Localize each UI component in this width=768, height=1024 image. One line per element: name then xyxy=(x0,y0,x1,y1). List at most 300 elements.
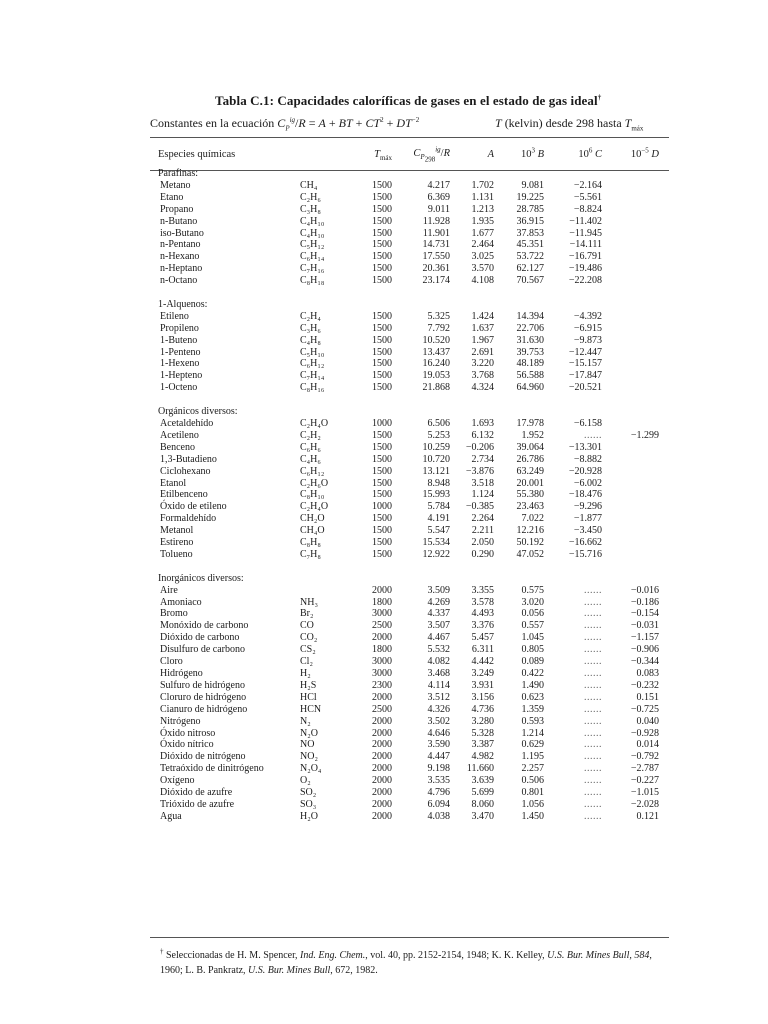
cp298: 14.731 xyxy=(422,239,450,251)
tmax: 1500 xyxy=(372,465,392,477)
coef-d xyxy=(602,239,669,251)
tmax: 1500 xyxy=(372,453,392,465)
coef-a: 1.131 xyxy=(471,191,494,203)
coef-d: 0.083 xyxy=(636,668,659,680)
table-row xyxy=(150,668,669,680)
cp298: 4.447 xyxy=(427,751,450,763)
tmax: 2500 xyxy=(372,703,392,715)
col-header-species: Especies químicas xyxy=(158,148,236,160)
coef-c: ...... xyxy=(584,656,602,668)
tmax: 2000 xyxy=(372,584,392,596)
coef-b: 48.189 xyxy=(516,358,544,370)
tmax: 1500 xyxy=(372,203,392,215)
species-name: Dióxido de nitrógeno xyxy=(160,751,246,763)
coef-d: −0.031 xyxy=(630,620,659,632)
table-row xyxy=(150,597,669,609)
coef-b: 1.195 xyxy=(521,751,544,763)
coef-a: 2.211 xyxy=(471,525,494,537)
cp298: 4.082 xyxy=(427,656,450,668)
coef-a: −0.385 xyxy=(465,501,494,513)
cp298: 10.720 xyxy=(422,453,450,465)
coef-c: −11.945 xyxy=(569,227,602,239)
species-name: Propano xyxy=(160,203,194,215)
tmax: 2000 xyxy=(372,691,392,703)
formula: SO₂ xyxy=(300,787,317,799)
formula: C₄H₆ xyxy=(300,453,321,465)
coef-c: −22.208 xyxy=(568,275,602,287)
coef-d: −1.015 xyxy=(630,787,659,799)
coef-c: ...... xyxy=(584,727,602,739)
coef-c: −3.450 xyxy=(573,525,602,537)
formula xyxy=(298,585,354,597)
coef-d xyxy=(602,358,669,370)
coef-a: 1.213 xyxy=(471,203,494,215)
species-name: Formaldehído xyxy=(160,513,217,525)
coef-c: ...... xyxy=(584,632,602,644)
tmax: 3000 xyxy=(372,668,392,680)
tmax: 3000 xyxy=(372,608,392,620)
table-row xyxy=(150,335,669,347)
coef-c: ...... xyxy=(584,429,602,441)
coef-d xyxy=(602,513,669,525)
coef-d xyxy=(602,466,669,478)
formula: C₇H₈ xyxy=(300,548,321,560)
species-name: 1-Buteno xyxy=(160,334,198,346)
col-header-b: $10^3$ B xyxy=(520,146,544,160)
heat-capacity-table xyxy=(150,140,669,823)
footnote-text: , 672, 1982. xyxy=(330,965,378,976)
coef-c: ...... xyxy=(584,679,602,691)
formula: CS₂ xyxy=(300,644,316,656)
footnote-journal: U.S. Bur. Mines Bull xyxy=(248,965,331,976)
coef-d: −0.928 xyxy=(630,727,659,739)
tmax: 2000 xyxy=(372,632,392,644)
cp298: 13.437 xyxy=(422,346,450,358)
group-header-row xyxy=(150,573,669,585)
formula: CH₂O xyxy=(300,513,325,525)
coef-d: −0.232 xyxy=(630,679,659,691)
cp298: 4.191 xyxy=(427,513,450,525)
coef-d xyxy=(602,501,669,513)
coef-b: 0.629 xyxy=(521,739,544,751)
cp298: 10.259 xyxy=(422,441,450,453)
coef-b: 0.805 xyxy=(521,644,544,656)
formula: O₂ xyxy=(300,775,311,787)
coef-b: 39.753 xyxy=(516,346,544,358)
table-row xyxy=(150,501,669,513)
coef-c: ...... xyxy=(584,608,602,620)
coef-a: 6.311 xyxy=(471,644,494,656)
coef-a: 1.677 xyxy=(471,227,494,239)
coef-c: ...... xyxy=(584,751,602,763)
coef-c: ...... xyxy=(584,810,602,822)
coef-a: 11.660 xyxy=(466,763,494,775)
coef-c: −20.928 xyxy=(568,465,602,477)
coef-a: 3.518 xyxy=(471,477,494,489)
coef-b: 1.490 xyxy=(521,679,544,691)
table-row xyxy=(150,370,669,382)
table-row xyxy=(150,275,669,287)
formula: N₂O xyxy=(300,727,318,739)
formula: H₂S xyxy=(300,679,317,691)
coef-d: −2.028 xyxy=(630,798,659,810)
species-name: Agua xyxy=(160,810,182,822)
coef-d xyxy=(602,204,669,216)
tmax: 1500 xyxy=(372,537,392,549)
species-name: Cloruro de hidrógeno xyxy=(160,691,247,703)
formula: C₆H₆ xyxy=(300,441,321,453)
coef-c: −4.392 xyxy=(573,310,602,322)
cp298: 5.532 xyxy=(427,644,450,656)
tmax: 1500 xyxy=(372,334,392,346)
coef-b: 62.127 xyxy=(516,263,544,275)
table-row xyxy=(150,799,669,811)
formula: C₈H₁₆ xyxy=(300,382,325,394)
coef-d: 0.014 xyxy=(636,739,659,751)
species-name: Tetraóxido de dinitrógeno xyxy=(160,763,264,775)
formula: HCl xyxy=(300,691,317,703)
footnote-text: , 1960; L. B. Pankratz, xyxy=(160,950,652,976)
species-name: Metano xyxy=(160,179,191,191)
coef-a: 4.493 xyxy=(471,608,494,620)
tmax: 1800 xyxy=(372,644,392,656)
formula: NO xyxy=(300,739,315,751)
coef-d: −0.227 xyxy=(630,775,659,787)
species-name: n-Hexano xyxy=(160,251,200,263)
coef-b: 56.588 xyxy=(516,370,544,382)
coef-b: 0.422 xyxy=(521,668,544,680)
cp298: 11.901 xyxy=(422,227,450,239)
tmax: 1500 xyxy=(372,179,392,191)
cp298: 4.217 xyxy=(427,179,450,191)
species-name: Óxido de etileno xyxy=(160,501,227,513)
coef-b: 1.214 xyxy=(521,727,544,739)
formula: C₂H₂ xyxy=(300,429,321,441)
coef-c: ...... xyxy=(584,739,602,751)
coef-d: −1.157 xyxy=(630,632,659,644)
equation-line xyxy=(150,116,670,131)
tmax: 1000 xyxy=(372,501,392,513)
coef-b: 53.722 xyxy=(516,251,544,263)
coef-b: 1.045 xyxy=(521,632,544,644)
tmax: 1500 xyxy=(372,227,392,239)
table-row xyxy=(150,454,669,466)
table-title xyxy=(215,93,601,109)
species-name: Propileno xyxy=(160,322,199,334)
species-name: n-Octano xyxy=(160,275,198,287)
species-name: 1-Penteno xyxy=(160,346,201,358)
coef-c: −12.447 xyxy=(568,346,602,358)
coef-d: −0.906 xyxy=(630,644,659,656)
bottom-rule xyxy=(150,937,669,938)
species-name: n-Heptano xyxy=(160,263,203,275)
formula: N₂ xyxy=(300,715,311,727)
coef-a: 1.424 xyxy=(471,310,494,322)
coef-a: 2.734 xyxy=(471,453,494,465)
species-name: Estireno xyxy=(160,537,194,549)
coef-a: 6.132 xyxy=(471,429,494,441)
cp298: 3.535 xyxy=(427,775,450,787)
footnote xyxy=(160,948,670,978)
table-row xyxy=(150,347,669,359)
species-name: iso-Butano xyxy=(160,227,204,239)
cp298: 3.590 xyxy=(427,739,450,751)
footnote-text: Seleccionadas de H. M. Spencer, xyxy=(166,950,300,961)
table-row xyxy=(150,775,669,787)
tmax: 1500 xyxy=(372,429,392,441)
coef-b: 1.056 xyxy=(521,798,544,810)
coef-d: −0.186 xyxy=(630,596,659,608)
coef-c: ...... xyxy=(584,668,602,680)
coef-a: 2.464 xyxy=(471,239,494,251)
coef-b: 1.952 xyxy=(521,429,544,441)
tmax: 1500 xyxy=(372,441,392,453)
coef-a: 0.290 xyxy=(471,548,494,560)
coef-b: 9.081 xyxy=(521,179,544,191)
coef-d xyxy=(602,228,669,240)
cp298: 9.011 xyxy=(427,203,450,215)
coef-b: 0.557 xyxy=(521,620,544,632)
coef-c: ...... xyxy=(584,584,602,596)
table-row xyxy=(150,620,669,632)
coef-a: 3.280 xyxy=(471,715,494,727)
group-spacer xyxy=(150,287,669,299)
formula: SO₃ xyxy=(300,798,317,810)
formula: C₃H₈ xyxy=(300,203,321,215)
table-row xyxy=(150,358,669,370)
tmax: 1500 xyxy=(372,513,392,525)
species-name: Acetileno xyxy=(160,429,199,441)
formula: C₆H₁₂ xyxy=(300,358,325,370)
cp298: 4.796 xyxy=(427,787,450,799)
species-name: Cianuro de hidrógeno xyxy=(160,703,248,715)
coef-a: 3.570 xyxy=(471,263,494,275)
table-row xyxy=(150,251,669,263)
coef-b: 14.394 xyxy=(516,310,544,322)
top-rule xyxy=(150,137,669,138)
coef-c: −16.662 xyxy=(568,537,602,549)
coef-b: 23.463 xyxy=(516,501,544,513)
group-spacer xyxy=(150,561,669,573)
formula: HCN xyxy=(300,703,322,715)
species-name: n-Butano xyxy=(160,215,198,227)
tmax: 2000 xyxy=(372,787,392,799)
formula: C₂H₄ xyxy=(300,310,321,322)
table-body xyxy=(150,168,669,823)
cp298: 3.502 xyxy=(427,715,450,727)
coef-d: −1.299 xyxy=(630,429,659,441)
coef-d xyxy=(602,192,669,204)
table-row xyxy=(150,811,669,823)
species-name: Acetaldehído xyxy=(160,418,214,429)
table-row xyxy=(150,239,669,251)
cp298: 17.550 xyxy=(422,251,450,263)
cp298: 3.507 xyxy=(427,620,450,632)
table-row xyxy=(150,763,669,775)
coef-a: 4.108 xyxy=(471,275,494,287)
table-row xyxy=(150,228,669,240)
species-name: 1,3-Butadieno xyxy=(160,453,217,465)
table-row xyxy=(150,608,669,620)
tmax: 1500 xyxy=(372,382,392,394)
coef-b: 0.593 xyxy=(521,715,544,727)
species-name: Cloro xyxy=(160,656,183,668)
formula: NH₃ xyxy=(300,596,318,608)
coef-d: −2.787 xyxy=(630,763,659,775)
coef-d xyxy=(602,263,669,275)
cp298: 3.512 xyxy=(427,691,450,703)
cp298: 10.520 xyxy=(422,334,450,346)
species-name: Metanol xyxy=(160,525,194,537)
cp298: 15.534 xyxy=(422,537,450,549)
coef-a: 3.376 xyxy=(471,620,494,632)
equation-text: Constantes en la ecuación $C_P^{ig}/R = A$ + BT + $CT^2 + DT^{-2}$ xyxy=(150,116,420,133)
species-name: Aire xyxy=(160,584,178,596)
cp298: 7.792 xyxy=(427,322,450,334)
formula: C₃H₆ xyxy=(300,322,321,334)
coef-c: −15.716 xyxy=(568,548,602,560)
table-row xyxy=(150,382,669,394)
coef-c: −1.877 xyxy=(573,513,602,525)
formula: C₈H₈ xyxy=(300,537,321,549)
coef-b: 39.064 xyxy=(516,441,544,453)
coef-d xyxy=(602,275,669,287)
coef-b: 45.351 xyxy=(516,239,544,251)
cp298: 23.174 xyxy=(422,275,450,287)
species-name: Amoniaco xyxy=(160,596,202,608)
tmax: 1500 xyxy=(372,346,392,358)
coef-d: −0.344 xyxy=(630,656,659,668)
cp298: 4.467 xyxy=(427,632,450,644)
table-row xyxy=(150,728,669,740)
formula: NO₂ xyxy=(300,751,318,763)
tmax: 1500 xyxy=(372,322,392,334)
formula: CH₄O xyxy=(300,525,325,537)
coef-c: −17.847 xyxy=(568,370,602,382)
cp298: 6.094 xyxy=(427,798,450,810)
coef-d xyxy=(602,180,669,192)
table-row xyxy=(150,430,669,442)
table-row xyxy=(150,311,669,323)
cp298: 8.948 xyxy=(427,477,450,489)
cp298: 12.922 xyxy=(422,548,450,560)
coef-a: 3.931 xyxy=(471,679,494,691)
coef-d: −0.792 xyxy=(630,751,659,763)
coef-b: 50.192 xyxy=(516,537,544,549)
coef-b: 31.630 xyxy=(516,334,544,346)
cp298: 4.337 xyxy=(427,608,450,620)
cp298: 15.993 xyxy=(422,489,450,501)
coef-a: 3.470 xyxy=(471,810,494,822)
footnote-journal: U.S. Bur. Mines Bull, 584 xyxy=(547,950,650,961)
formula: CO xyxy=(300,620,314,632)
coef-d xyxy=(602,489,669,501)
coef-d: −0.725 xyxy=(630,703,659,715)
table-row xyxy=(150,489,669,501)
table-row xyxy=(150,716,669,728)
species-name: 1-Octeno xyxy=(160,382,198,394)
coef-b: 3.020 xyxy=(521,596,544,608)
coef-b: 55.380 xyxy=(516,489,544,501)
group-header-row xyxy=(150,168,669,180)
cp298: 20.361 xyxy=(422,263,450,275)
coef-a: 3.220 xyxy=(471,358,494,370)
species-name: Sulfuro de hidrógeno xyxy=(160,679,245,691)
cp298: 21.868 xyxy=(422,382,450,394)
table-row xyxy=(150,216,669,228)
coef-b: 7.022 xyxy=(521,513,544,525)
formula: C₄H₁₀ xyxy=(300,215,325,227)
coef-a: 1.124 xyxy=(471,489,494,501)
coef-d xyxy=(602,442,669,454)
coef-c: −20.521 xyxy=(568,382,602,394)
coef-b: 0.056 xyxy=(521,608,544,620)
formula: C₇H₁₆ xyxy=(300,263,325,275)
cp298: 9.198 xyxy=(427,763,450,775)
table-row xyxy=(150,192,669,204)
formula: CH₄ xyxy=(300,179,318,191)
table-row xyxy=(150,704,669,716)
col-header-tmax: $T_{máx}$ xyxy=(374,148,392,162)
table-row xyxy=(150,418,669,430)
cp298: 4.646 xyxy=(427,727,450,739)
coef-c: ...... xyxy=(584,715,602,727)
cp298: 4.269 xyxy=(427,596,450,608)
table-row xyxy=(150,656,669,668)
cp298: 5.547 xyxy=(427,525,450,537)
coef-a: 1.637 xyxy=(471,322,494,334)
coef-a: 4.324 xyxy=(471,382,494,394)
table-row xyxy=(150,632,669,644)
group-header: Orgánicos diversos: xyxy=(158,406,238,418)
coef-c: −15.157 xyxy=(568,358,602,370)
tmax: 2000 xyxy=(372,763,392,775)
col-header-d: $10^{-5}$ D xyxy=(630,146,659,160)
cp298: 6.506 xyxy=(427,418,450,429)
cp298: 3.509 xyxy=(427,584,450,596)
coef-c: −8.882 xyxy=(573,453,602,465)
table-row xyxy=(150,180,669,192)
formula: C₈H₁₈ xyxy=(300,275,325,287)
table-row xyxy=(150,323,669,335)
table-row xyxy=(150,204,669,216)
tmax: 1500 xyxy=(372,489,392,501)
coef-b: 37.853 xyxy=(516,227,544,239)
species-name: Etanol xyxy=(160,477,187,489)
species-name: Oxígeno xyxy=(160,775,195,787)
tmax: 2000 xyxy=(372,775,392,787)
cp298: 13.121 xyxy=(422,465,450,477)
formula: C₈H₁₀ xyxy=(300,489,325,501)
coef-d xyxy=(602,418,669,430)
species-name: 1-Hexeno xyxy=(160,358,200,370)
coef-c: −19.486 xyxy=(568,263,602,275)
coef-b: 2.257 xyxy=(521,763,544,775)
formula: H₂ xyxy=(300,668,311,680)
coef-c: −2.164 xyxy=(573,179,602,191)
footnote-dagger: † xyxy=(160,947,164,956)
formula: CO₂ xyxy=(300,632,318,644)
coef-b: 64.960 xyxy=(516,382,544,394)
tmax: 1000 xyxy=(372,418,392,429)
species-name: Ciclohexano xyxy=(160,465,211,477)
coef-b: 28.785 xyxy=(516,203,544,215)
coef-c: −13.301 xyxy=(568,441,602,453)
tmax: 1800 xyxy=(372,596,392,608)
table-header-row xyxy=(150,140,669,168)
table-row xyxy=(150,739,669,751)
table-row xyxy=(150,644,669,656)
